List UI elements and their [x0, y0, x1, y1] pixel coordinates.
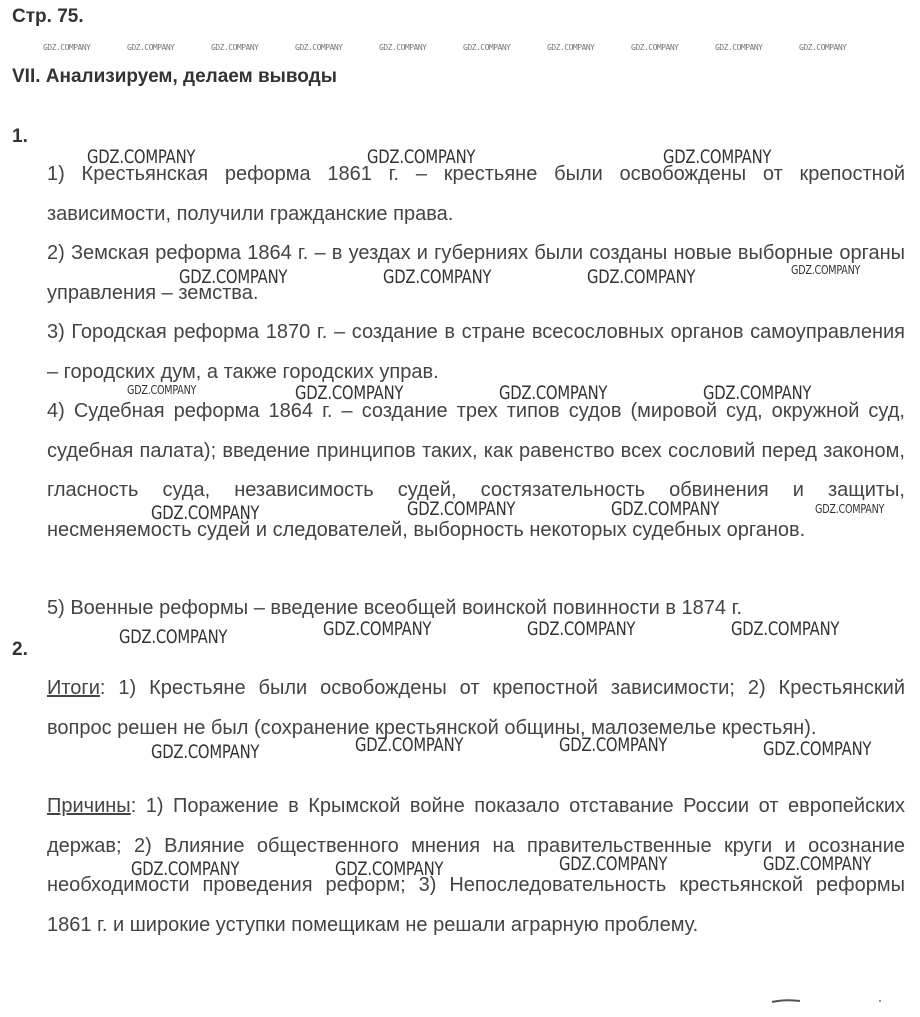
- watermark: GDZ.COMPANY: [799, 43, 847, 52]
- watermark: GDZ.COMPANY: [547, 43, 595, 52]
- task2-results: [47, 669, 905, 748]
- watermark-row: [0, 43, 920, 55]
- scribble-mark: [770, 996, 890, 1006]
- task1-item-4: 4) Судебная реформа 1864 г. – создание трех типов судов (мировой суд, окружной суд, судебная палата); введение принципов таких, как равенство всех сословий перед законом, гласность суда, независимость судей, состязательность обвинения и защиты, несменяемость судей и следователей, выборность некоторых судебных органов.: [47, 400, 905, 541]
- watermark: GDZ.COMPANY: [335, 858, 444, 880]
- watermark: GDZ.COMPANY: [379, 43, 427, 52]
- watermark: GDZ.COMPANY: [815, 502, 885, 516]
- watermark: GDZ.COMPANY: [763, 853, 872, 875]
- watermark: GDZ.COMPANY: [559, 853, 668, 875]
- watermark: GDZ.COMPANY: [463, 43, 511, 52]
- watermark: GDZ.COMPANY: [295, 382, 404, 404]
- page-header: Стр. 75.: [12, 6, 84, 27]
- watermark: GDZ.COMPANY: [499, 382, 608, 404]
- watermark: GDZ.COMPANY: [631, 43, 679, 52]
- task1-item-1: 1) Крестьянская реформа 1861 г. – крестьяне были освобождены от крепостной зависимости, получили гражданские права.: [47, 163, 905, 225]
- watermark: GDZ.COMPANY: [383, 266, 492, 288]
- watermark: GDZ.COMPANY: [587, 266, 696, 288]
- watermark: GDZ.COMPANY: [611, 498, 720, 520]
- reasons-label: Причины: [47, 795, 131, 817]
- task-number-1: 1.: [12, 126, 28, 147]
- watermark: GDZ.COMPANY: [367, 146, 476, 168]
- reasons-text: : 1) Поражение в Крымской войне показало отставание России от европейских держав; 2) Влияние общественного мнения на правительственные круги и осознание необходимости проведения реформ; 3) Непоследовательность крестьянской реформы 1861 г. и широкие уступки помещикам не решали аграрную проблему.: [47, 795, 905, 936]
- watermark: GDZ.COMPANY: [127, 383, 197, 397]
- watermark: GDZ.COMPANY: [179, 266, 288, 288]
- watermark: GDZ.COMPANY: [127, 43, 175, 52]
- watermark: GDZ.COMPANY: [527, 618, 636, 640]
- watermark: GDZ.COMPANY: [715, 43, 763, 52]
- results-text: : 1) Крестьяне были освобождены от крепостной зависимости; 2) Крестьянский вопрос решен не был (сохранение крестьянской общины, малоземелье крестьян).: [47, 677, 905, 739]
- watermark: GDZ.COMPANY: [323, 618, 432, 640]
- watermark: GDZ.COMPANY: [211, 43, 259, 52]
- watermark: GDZ.COMPANY: [663, 146, 772, 168]
- watermark: GDZ.COMPANY: [87, 146, 196, 168]
- watermark: GDZ.COMPANY: [703, 382, 812, 404]
- watermark: GDZ.COMPANY: [119, 626, 228, 648]
- watermark: GDZ.COMPANY: [43, 43, 91, 52]
- results-label: Итоги: [47, 677, 100, 699]
- section-title: VII. Анализируем, делаем выводы: [12, 66, 337, 87]
- task-number-2: 2.: [12, 639, 28, 660]
- task1-item-3: 3) Городская реформа 1870 г. – создание в стране всесословных органов самоуправления – городских дум, а также городских управ.: [47, 321, 905, 383]
- watermark: GDZ.COMPANY: [131, 858, 240, 880]
- watermark: GDZ.COMPANY: [295, 43, 343, 52]
- watermark: GDZ.COMPANY: [731, 618, 840, 640]
- watermark: GDZ.COMPANY: [559, 734, 668, 756]
- task1-item-5: 5) Военные реформы – введение всеобщей воинской повинности в 1874 г.: [47, 597, 743, 619]
- watermark: GDZ.COMPANY: [791, 263, 861, 277]
- task1-item-2: 2) Земская реформа 1864 г. – в уездах и губерниях были созданы новые выборные органы управления – земства.: [47, 242, 905, 304]
- watermark: GDZ.COMPANY: [407, 498, 516, 520]
- watermark: GDZ.COMPANY: [151, 502, 260, 524]
- watermark: GDZ.COMPANY: [763, 738, 872, 760]
- watermark: GDZ.COMPANY: [151, 741, 260, 763]
- watermark: GDZ.COMPANY: [355, 734, 464, 756]
